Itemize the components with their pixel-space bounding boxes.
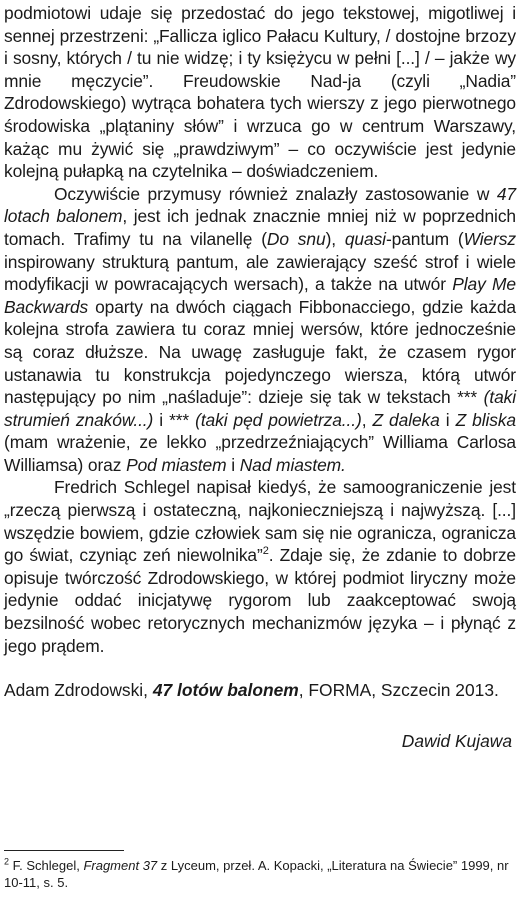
text-run: podmiotowi udaje się przedostać do jego tekstowej, migotliwej i sennej przestrzeni: „Fallicza iglico Pałacu Kultury, / dostojne brzozy i sosny, których / tu nie widzę; i ty księżycu w pełni [...] / – jakże wy mnie męczycie”. Freudowskie Nad-ja (czyli „Nadia” Zdrodowskiego) wytrąca bohatera tych wierszy z jego pierwotnego środowiska „plątaniny słów” i wrzuca go w centrum Warszawy, każąc mu żywić się „prawdziwym” – co oczywiście jest jedynie kolejną pułapką na czytelnika – doświadczeniem. [4,3,516,182]
footnote-reference: 2 [262,545,269,558]
text-run: z Lyceum, przeł. A. Kopacki, „Literatura na Świecie” 1999, nr 10-11, s. 5. [4,858,509,890]
citation-title: 47 lotów balonem [152,680,299,701]
italic-text: 47 lotach balonem [4,183,516,227]
text-run: (mam wrażenie, ze lekko „przedrzeźniających” Williama Carlosa Williamsa) oraz [4,432,516,475]
text-run: oparty na dwóch ciągach Fibbonacciego, gdzie każda kolejna strofa zawiera tu coraz mniej wersów, które jednocześnie są coraz dłuższe. Na uwagę zasługuje fakt, że czasem rygor ustanawia tu konstrukcja pojedynczego wiersza, którą utwór następujący po nim „naśladuje”: dzieje się tak w tekstach *** [4,296,516,408]
text-run: i [226,454,240,475]
text-run: -pantum ( [385,228,464,249]
text-run: . Zdaje się, że zdanie to dobrze opisuje twórczość Zdrodowskiego, w której podmiot liryczny może jedynie oddać inicjatywę rygorom lub zaakceptować swoją bezsilność wobec retorycznych mechanizmów języka – i płynąć z jego prądem. [4,545,516,656]
article-page [4,2,516,752]
italic-text: Nad miastem. [239,454,346,475]
text-run: ), [325,228,345,249]
citation-author: Adam Zdrodowski, [4,680,153,701]
citation-publisher: , FORMA, Szczecin 2013. [298,680,499,701]
footnote [4,857,516,891]
text-run: i *** [153,409,196,430]
italic-text: Play Me Backwards [4,274,516,317]
italic-text: Wiersz [463,228,516,249]
paragraph-2 [4,183,516,477]
footnote-divider [4,850,124,851]
italic-text: Pod miastem [126,454,227,475]
text-run: i [439,409,456,430]
text-run: Oczywiście przymusy również znalazły zastosowanie w [54,183,497,204]
italic-text: (taki strumień znaków...) [4,387,516,430]
footnote-marker: 2 [4,856,10,867]
text-run: Fredrich Schlegel napisał kiedyś, że samoograniczenie jest „rzeczą pierwszą i ostateczną, najkonieczniejszą i najwyższą. [...] wszędzie bowiem, gdzie człowiek sam się nie ogranicza, ogranicza go świat, czyniąc zeń niewolnika” [4,477,516,566]
text-run: inspirowany strukturą pantum, ale zawierający sześć strof i wiele modyfikacji w powracających wersach), a także na utwór [4,251,516,295]
footnote-text [4,858,509,890]
italic-text: quasi [344,228,386,249]
paragraph-3 [4,476,516,657]
article-author: Dawid Kujawa [401,730,512,751]
book-citation [4,679,516,702]
italic-text: Z daleka [372,409,440,430]
text-run: , [361,409,373,430]
italic-text: (taki pęd powietrza...) [195,409,362,430]
italic-text: Fragment 37 [83,858,158,873]
text-run: F. Schlegel, [9,858,84,873]
italic-text: Z bliska [455,409,516,430]
paragraph-1 [4,2,516,183]
text-run: , jest ich jednak znacznie mniej niż w poprzednich tomach. Trafimy tu na vilanellę ( [4,206,516,249]
italic-text: Do snu [266,228,326,249]
